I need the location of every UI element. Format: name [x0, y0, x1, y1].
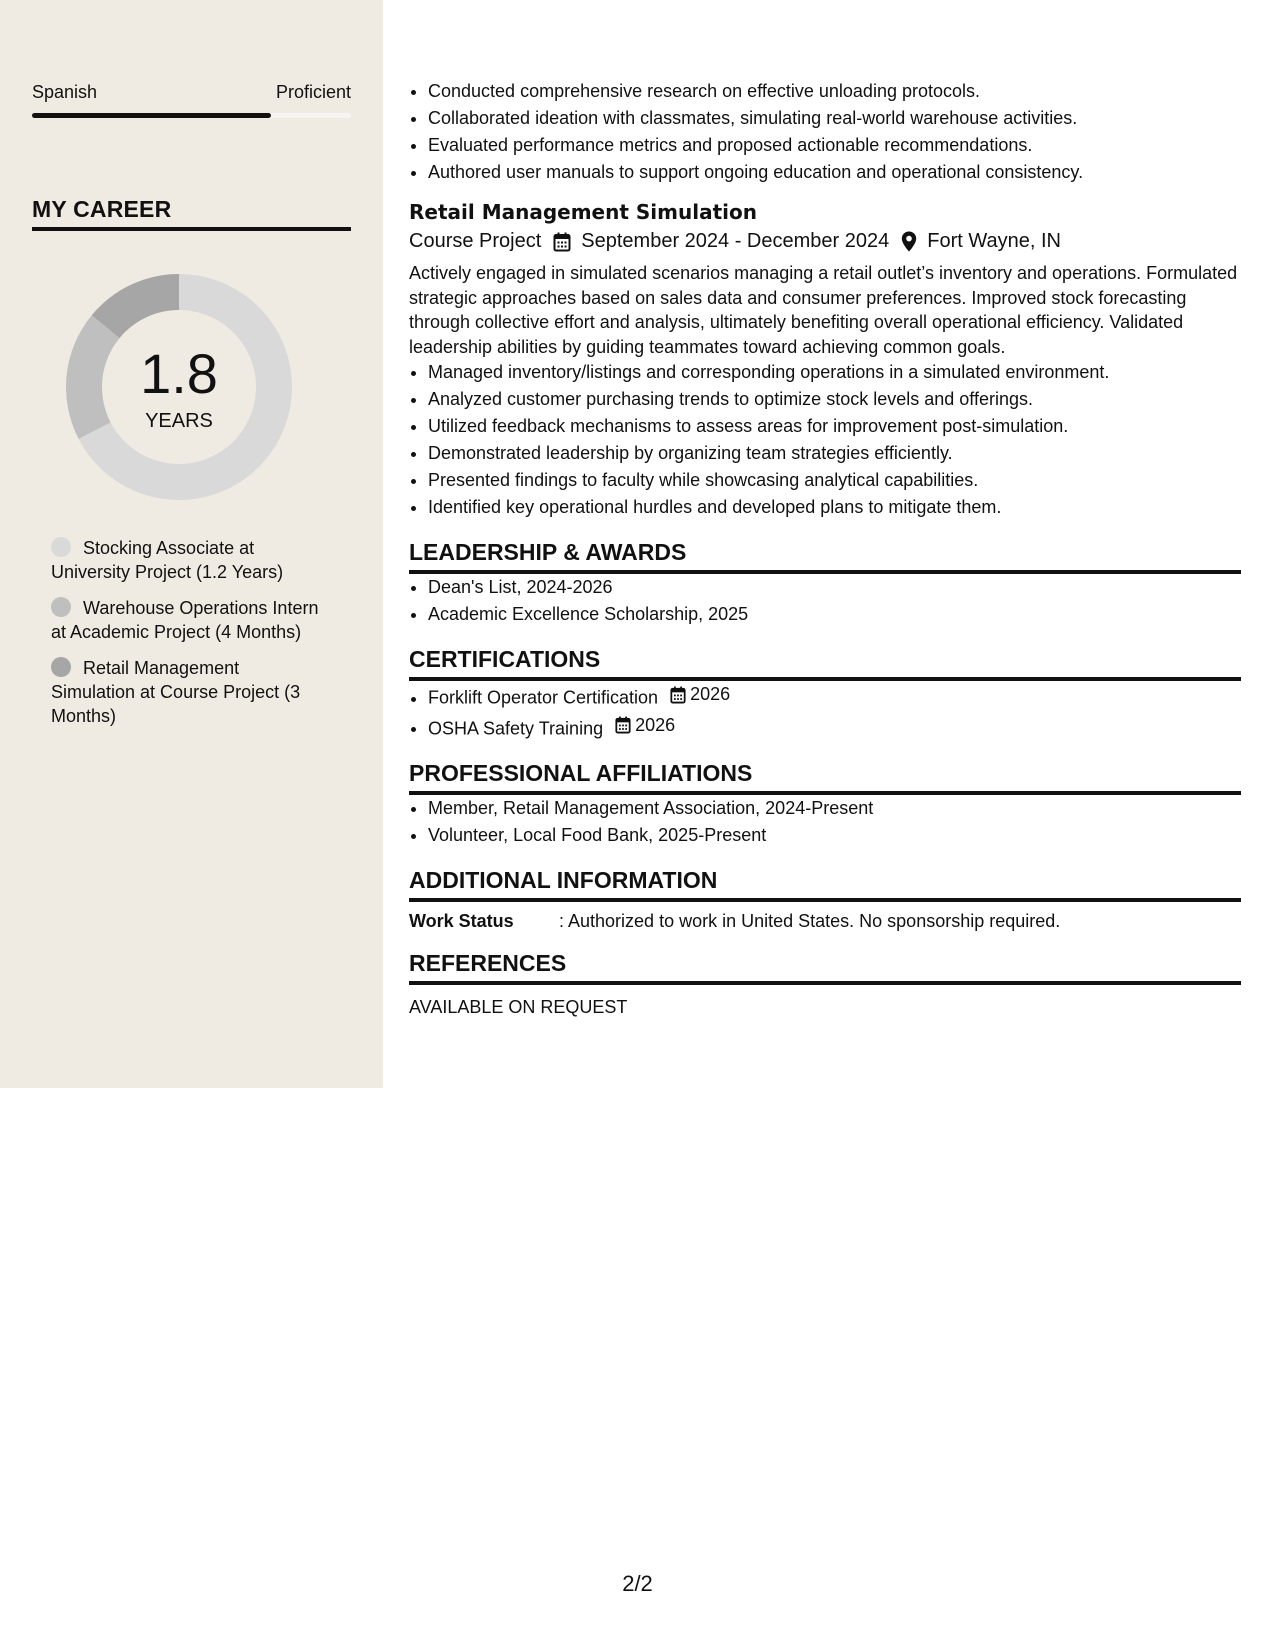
certification-name: OSHA Safety Training [428, 718, 604, 738]
affiliations-list [409, 795, 1241, 849]
project-summary: Actively engaged in simulated scenarios managing a retail outlet’s inventory and operations. Formulated strategic approaches based on sales data and consumer preferences. Improved stock forecasting through collective effort and analysis, ultimately benefiting overall operational efficiency. Validated leadership abilities by guiding teammates toward achieving common goals. [409, 263, 1238, 357]
map-pin-icon [901, 231, 917, 252]
list-item: • Managed inventory/listings and corresponding operations in a simulated environment. [428, 359, 1241, 386]
career-donut-chart [66, 274, 292, 500]
prior-project-bullets [409, 78, 1241, 186]
calendar-icon [670, 686, 686, 704]
legend-dot-icon [51, 657, 71, 677]
certification-name: Forklift Operator Certification [428, 687, 659, 708]
legend-label: Warehouse Operations Intern at Academic Project (4 Months) [51, 598, 319, 642]
calendar-icon [615, 716, 631, 734]
project-meta [409, 230, 1241, 253]
language-proficiency-fill [32, 113, 271, 118]
career-total-years: 1.8 [140, 342, 218, 405]
language-name: Spanish [32, 82, 98, 102]
main-content [409, 0, 1241, 1018]
career-heading: MY CAREER [32, 196, 351, 231]
calendar-icon [553, 232, 571, 252]
career-legend [51, 536, 321, 740]
list-item: • Analyzed customer purchasing trends to optimize stock levels and offerings. [428, 386, 1241, 413]
list-item: • Evaluated performance metrics and proposed actionable recommendations. [428, 132, 1241, 159]
list-item: • Demonstrated leadership by organizing team strategies efficiently. [428, 440, 1241, 467]
legend-item [51, 656, 321, 728]
list-item [428, 712, 1241, 743]
project-type: Course Project [409, 230, 542, 252]
leadership-heading: LEADERSHIP & AWARDS [409, 539, 1241, 574]
legend-dot-icon [51, 537, 71, 557]
legend-dot-icon [51, 597, 71, 617]
language-level: Proficient [275, 82, 351, 102]
legend-item [51, 536, 321, 584]
legend-label: Stocking Associate at University Project (1.2 Years) [51, 538, 284, 582]
references-heading: REFERENCES [409, 950, 1241, 985]
project-location: Fort Wayne, IN [927, 230, 1061, 252]
certifications-heading: CERTIFICATIONS [409, 646, 1241, 681]
list-item: • Member, Retail Management Association, 2024-Present [428, 795, 1241, 822]
list-item: • Presented findings to faculty while showcasing analytical capabilities. [428, 467, 1241, 494]
leadership-list [409, 574, 1241, 628]
work-status-value: : Authorized to work in United States. No sponsorship required. [559, 911, 1061, 931]
affiliations-heading: PROFESSIONAL AFFILIATIONS [409, 760, 1241, 795]
list-item [428, 681, 1241, 712]
references-text: AVAILABLE ON REQUEST [409, 997, 628, 1017]
list-item: • Authored user manuals to support ongoing education and operational consistency. [428, 159, 1241, 186]
project-title: Retail Management Simulation [409, 200, 757, 224]
work-status-label: Work Status [409, 911, 514, 931]
certifications-list [409, 681, 1241, 742]
list-item: • Dean's List, 2024-2026 [428, 574, 1241, 601]
legend-item [51, 596, 321, 644]
list-item: • Volunteer, Local Food Bank, 2025-Present [428, 822, 1241, 849]
language-proficiency-bar [32, 113, 351, 118]
project-bullets [409, 359, 1241, 521]
project-dates: September 2024 - December 2024 [581, 230, 890, 252]
list-item: • Collaborated ideation with classmates, simulating real-world warehouse activities. [428, 105, 1241, 132]
list-item: • Identified key operational hurdles and developed plans to mitigate them. [428, 494, 1241, 521]
list-item: • Conducted comprehensive research on effective unloading protocols. [428, 78, 1241, 105]
work-status-row [409, 911, 1241, 932]
legend-label: Retail Management Simulation at Course Project (3 Months) [51, 658, 301, 726]
certification-year: 2026 [690, 684, 731, 704]
sidebar [0, 0, 383, 1088]
page-number: 2/2 [622, 1571, 653, 1596]
list-item: • Academic Excellence Scholarship, 2025 [428, 601, 1241, 628]
additional-info-heading: ADDITIONAL INFORMATION [409, 867, 1241, 902]
career-years-unit: YEARS [145, 410, 213, 432]
certification-year: 2026 [635, 714, 676, 735]
language-row [32, 82, 351, 103]
list-item: • Utilized feedback mechanisms to assess areas for improvement post-simulation. [428, 413, 1241, 440]
